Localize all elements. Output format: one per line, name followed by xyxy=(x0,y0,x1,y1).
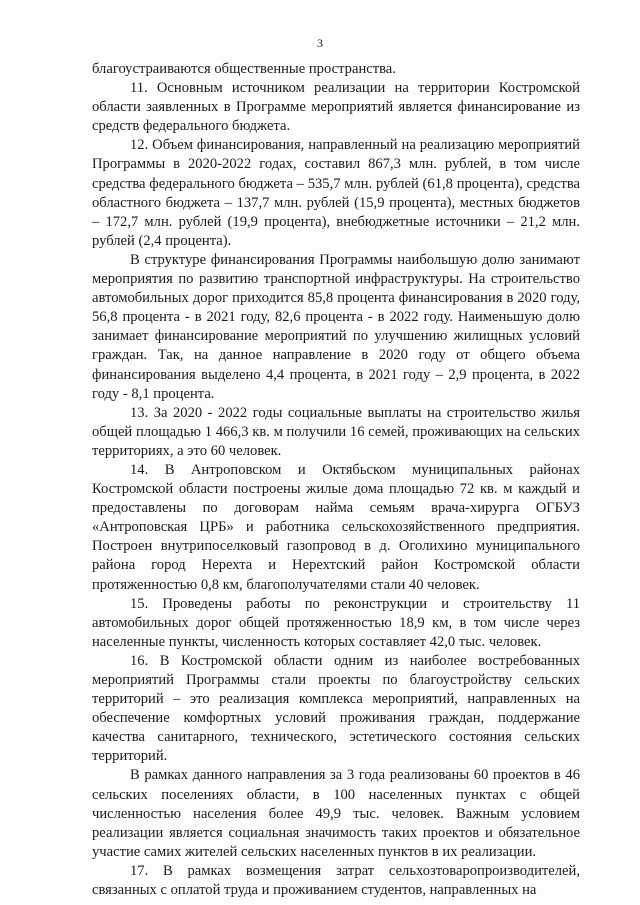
paragraph-continuation: благоустраиваются общественные пространства. xyxy=(92,61,396,77)
document-body xyxy=(92,60,580,900)
paragraph-13: 13. За 2020 - 2022 годы социальные выплаты на строительство жилья общей площадью 1 466,3 кв. м получили 16 семей, проживающих на сельских территориях, а это 60 человек. xyxy=(92,404,580,459)
paragraph-16-projects: В рамках данного направления за 3 года реализованы 60 проектов в 46 сельских поселениях области, в 100 населенных пунктах с общей численностью населения более 49,9 тыс. человек. Важным условием реализации является социальная значимость таких проектов и обязательное участие самих жителей сельских населенных пунктов в их реализации. xyxy=(92,767,580,860)
paragraph-16: 16. В Костромской области одним из наиболее востребованных мероприятий Программы стали проекты по благоустройству сельских территорий – это реализация комплекса мероприятий, направленных на обеспечение комфортных условий проживания граждан, поддержание качества санитарного, технического, эстетического состояния сельских территорий. xyxy=(92,652,580,765)
page-number: 3 xyxy=(317,36,323,50)
paragraph-12: 12. Объем финансирования, направленный на реализацию мероприятий Программы в 2020-2022 годах, составил 867,3 млн. рублей, в том числе средства федерального бюджета – 535,7 млн. рублей (61,8 процента), средства областного бюджета – 137,7 млн. рублей (15,9 процента), местных бюджетов – 172,7 млн. рублей (19,9 процента), внебюджетные источники – 21,2 млн. рублей (2,4 процента). xyxy=(92,137,580,249)
paragraph-17: 17. В рамках возмещения затрат сельхозтоваропроизводителей, связанных с оплатой труда и проживанием студентов, направленных на xyxy=(92,862,580,899)
paragraph-15: 15. Проведены работы по реконструкции и строительству 11 автомобильных дорог общей протяженностью 18,9 км, в том числе через населенные пункты, численность которых составляет 42,0 тыс. человек. xyxy=(92,595,580,650)
paragraph-14: 14. В Антроповском и Октябьском муниципальных районах Костромской области построены жилые дома площадью 72 кв. м каждый и предоставлены по договорам найма семьям врача-хирурга ОГБУЗ «Антроповская ЦРБ» и работника сельскохозяйственного предприятия. Построен внутрипоселковый газопровод в д. Оголихино муниципального района город Нерехта и Нерехтский район Костромской области протяженностью 0,8 км, благополучателями стали 40 человек. xyxy=(92,461,580,593)
paragraph-11: 11. Основным источником реализации на территории Костромской области заявленных в Программе мероприятий является финансирование из средств федерального бюджета. xyxy=(92,80,580,135)
paragraph-12-structure: В структуре финансирования Программы наибольшую долю занимают мероприятия по развитию транспортной инфраструктуры. На строительство автомобильных дорог приходится 85,8 процента финансирования в 2020 году, 56,8 процента - в 2021 году, 82,6 процента - в 2022 году. Наименьшую долю занимает финансирование мероприятий по улучшению жилищных условий граждан. Так, на данное направление в 2020 году от общего объема финансирования выделено 4,4 процента, в 2021 году – 2,9 процента, в 2022 году - 8,1 процента. xyxy=(92,251,580,402)
